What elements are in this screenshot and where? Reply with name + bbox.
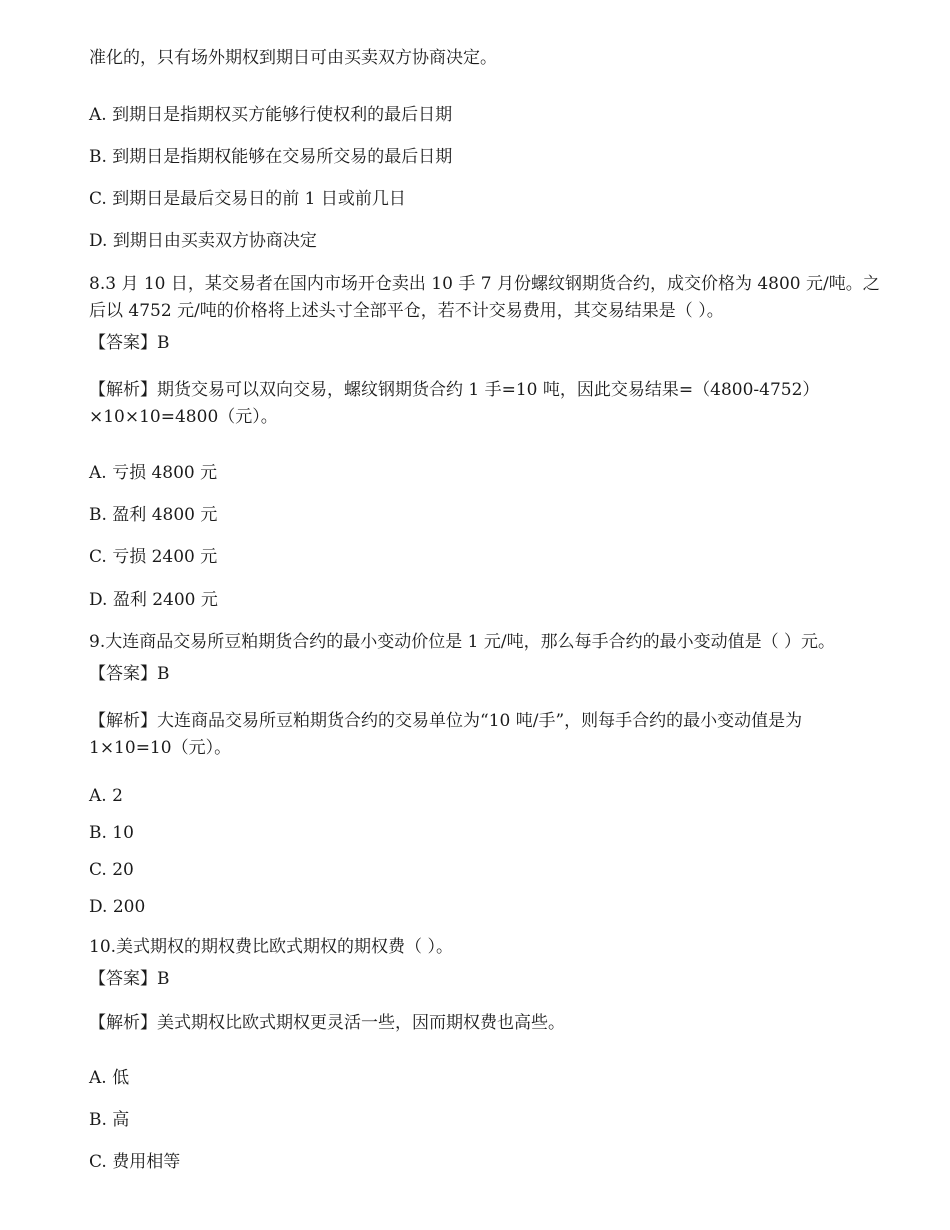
q9-option-d: D. 200 <box>89 897 146 917</box>
q10-answer: 【答案】B <box>89 969 170 989</box>
q10-stem: 10.美式期权的期权费比欧式期权的期权费（ ）。 <box>89 937 453 957</box>
q8-option-d: D. 盈利 2400 元 <box>89 590 218 610</box>
q7-option-c: C. 到期日是最后交易日的前 1 日或前几日 <box>89 189 406 209</box>
q7-option-d: D. 到期日由买卖双方协商决定 <box>89 231 317 251</box>
q9-option-c: C. 20 <box>89 860 134 880</box>
q9-stem: 9.大连商品交易所豆粕期货合约的最小变动价位是 1 元/吨，那么每手合约的最小变动值是（ ）元。 <box>89 632 835 652</box>
q9-option-a: A. 2 <box>89 786 123 806</box>
q10-option-c: C. 费用相等 <box>89 1152 181 1172</box>
q8-option-c: C. 亏损 2400 元 <box>89 547 218 567</box>
q8-option-a: A. 亏损 4800 元 <box>89 463 218 483</box>
q9-analysis-line2: 1×10=10（元）。 <box>89 738 232 758</box>
q10-option-b: B. 高 <box>89 1110 130 1130</box>
q10-option-a: A. 低 <box>89 1068 130 1088</box>
q7-option-b: B. 到期日是指期权能够在交易所交易的最后日期 <box>89 147 453 167</box>
q9-option-b: B. 10 <box>89 823 134 843</box>
q8-answer: 【答案】B <box>89 333 170 353</box>
q8-stem-line1: 8.3 月 10 日，某交易者在国内市场开仓卖出 10 手 7 月份螺纹钢期货合约，成交价格为 4800 元/吨。之 <box>89 274 880 294</box>
q8-option-b: B. 盈利 4800 元 <box>89 505 218 525</box>
q7-option-a: A. 到期日是指期权买方能够行使权利的最后日期 <box>89 105 453 125</box>
q10-analysis: 【解析】美式期权比欧式期权更灵活一些，因而期权费也高些。 <box>89 1013 565 1033</box>
q8-analysis-line1: 【解析】期货交易可以双向交易，螺纹钢期货合约 1 手=10 吨，因此交易结果=（4800-4752） <box>89 380 820 400</box>
q8-analysis-line2: ×10×10=4800（元）。 <box>89 407 278 427</box>
q9-analysis-line1: 【解析】大连商品交易所豆粕期货合约的交易单位为“10 吨/手”，则每手合约的最小变动值是为 <box>89 711 803 731</box>
q8-stem-line2: 后以 4752 元/吨的价格将上述头寸全部平仓，若不计交易费用，其交易结果是（ ）。 <box>89 301 724 321</box>
q9-answer: 【答案】B <box>89 664 170 684</box>
q7-tail-text: 准化的，只有场外期权到期日可由买卖双方协商决定。 <box>89 48 497 68</box>
